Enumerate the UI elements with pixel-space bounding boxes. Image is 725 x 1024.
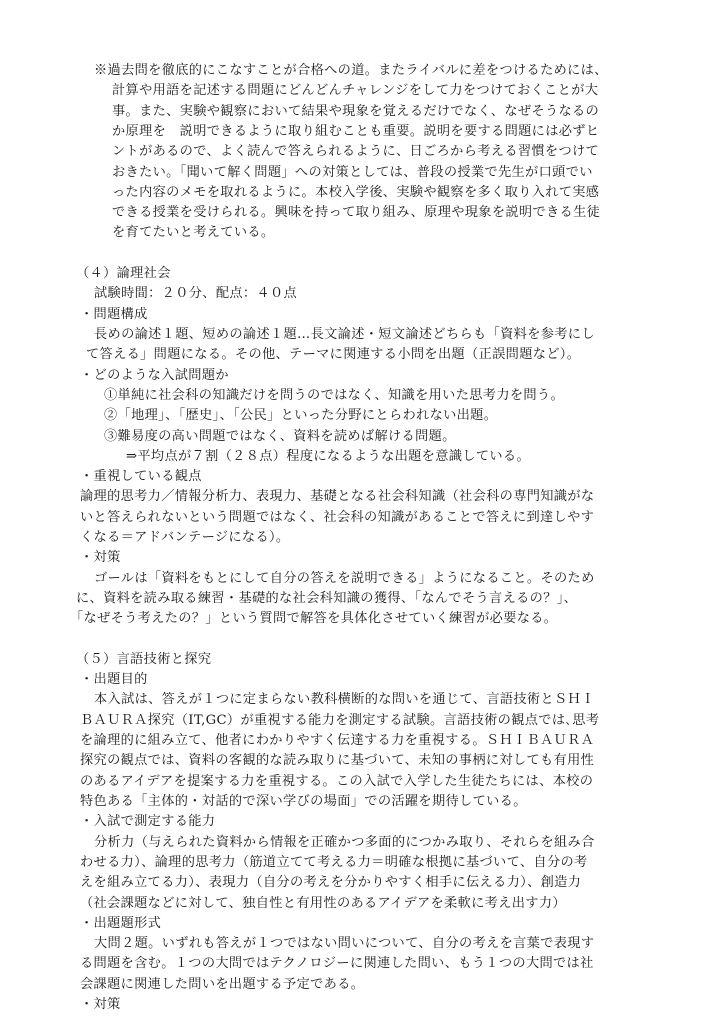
body-line: に、資料を読み取る練習・基礎的な社会科知識の獲得、「なんでそう言えるの？」、 bbox=[76, 590, 578, 606]
note-line: ントがあるので、よく読んで答えられるように、日ごろから考える習慣をつけて bbox=[112, 144, 600, 160]
subsection-label: ・出題題形式 bbox=[80, 915, 162, 931]
body-line: ゴールは「資料をもとにして自分の答えを説明できる」ようになること。そのため bbox=[94, 570, 595, 586]
body-line: （社会課題などに対して、独自性と有用性のあるアイデアを柔軟に考え出す力） bbox=[80, 895, 566, 911]
body-line: 「なぜそう考えたの？」という質問で解答を具体化させていく練習が必要なる。 bbox=[70, 611, 558, 627]
subsection-label: ・問題構成 bbox=[80, 306, 148, 322]
note-line: おきたい。「聞いて解く問題」への対策としては、普段の授業で先生が口頭でい bbox=[112, 164, 593, 180]
note-line: か原理を 説明できるように取り組むことも重要。説明を要する問題には必ずヒ bbox=[112, 123, 600, 139]
body-line: 会課題に関連した問いを出題する予定である。 bbox=[80, 976, 365, 992]
body-line: 長めの論述１題、短めの論述１題…長文論述・短文論述どちらも「資料を参考にし bbox=[94, 327, 595, 342]
list-item: ①単純に社会科の知識だけを問うのではなく、知識を用いた思考力を問う。 bbox=[104, 387, 565, 403]
note-line: できる授業を受けられる。興味を持って取り組み、原理や現象を説明できる生徒 bbox=[112, 205, 601, 221]
body-line: 探究の観点では、資料の客観的な読み取りに基づいて、未知の事柄に対しても有用性 bbox=[80, 753, 595, 769]
subsection-label: ・重視している観点 bbox=[80, 469, 202, 485]
note-line: 計算や用語を記述する問題にどんどんチャレンジをして力をつけておくことが大 bbox=[112, 83, 599, 99]
subsection-label: ・出題目的 bbox=[80, 672, 148, 688]
note-line: を育てたいと考えている。 bbox=[112, 225, 275, 241]
body-line: る問題を含む。１つの大問ではテクノロジーに関連した問い、もう１つの大問では社 bbox=[80, 956, 594, 972]
note-line: 事。また、実験や観察において結果や現象を覚えるだけでなく、なぜそうなるの bbox=[112, 103, 600, 119]
exam-info: 試験時間：２０分、配点：４０点 bbox=[94, 286, 298, 302]
subsection-label: ・対策 bbox=[80, 550, 121, 566]
subsection-label: ・対策 bbox=[80, 997, 121, 1012]
section-heading: （５）言語技術と探究 bbox=[76, 651, 212, 667]
body-line: わせる力）、論理的思考力（筋道立てて考える力＝明確な根拠に基づいて、自分の考 bbox=[80, 854, 588, 870]
subsection-label: ・どのような入試問題か bbox=[80, 367, 229, 383]
body-line: えを組み立てる力）、表現力（自分の考えを分かりやすく相手に伝える力）、創造力 bbox=[80, 875, 582, 891]
body-line: て答える」問題になる。その他、テーマに関連する小問を出題（正誤問題など）。 bbox=[86, 347, 581, 363]
body-line: 本入試は、答えが１つに定まらない教科横断的な問いを通じて、言語技術とＳＨＩ bbox=[94, 692, 595, 708]
subsection-label: ・入試で測定する能力 bbox=[80, 814, 216, 830]
body-line: 分析力（与えられた資料から情報を正確かつ多面的につかみ取り、それらを組み合 bbox=[94, 834, 595, 850]
list-item: ③難易度の高い問題ではなく、資料を読めば解ける問題。 bbox=[104, 428, 456, 444]
body-line: いと答えられないという問題ではなく、社会科の知識があることで答えに到達しやす bbox=[80, 509, 595, 525]
body-line: を論理的に組み立て、他者にわかりやすく伝達する力を重視する。ＳＨＩＢＡＵＲＡ bbox=[80, 733, 595, 748]
body-line: ＢＡＵＲＡ探究（IT,GC）が重視する能力を測定する試験。言語技術の観点では､思考 bbox=[80, 712, 600, 728]
body-line: 論理的思考力／情報分析力、表現力、基礎となる社会科知識（社会科の専門知識がな bbox=[80, 489, 595, 505]
list-item: ②「地理」、「歴史」、「公民」といった分野にとらわれない出題。 bbox=[104, 408, 498, 424]
note-line: った内容のメモを取れるように。本校入学後、実験や観察を多く取り入れて実感 bbox=[112, 184, 600, 200]
body-line: くなる＝アドバンテージになる）。 bbox=[80, 530, 290, 545]
body-line: 特色ある「主体的・対話的で深い学びの場面」での活躍を期待している。 bbox=[80, 794, 527, 809]
body-line: のあるアイデアを提案する力を重視する。この入試で入学した生徒たちには、本校の bbox=[80, 773, 594, 789]
note-line: ※過去問を徹底的にこなすことが合格への道。またライバルに差をつけるためには、 bbox=[94, 63, 608, 78]
section-heading: （４）論理社会 bbox=[76, 266, 171, 281]
body-line: 大問２題。いずれも答えが１つではない問いについて、自分の考えを言葉で表現す bbox=[94, 936, 595, 952]
list-sub-item: ⇒平均点が７割（２８点）程度になるような出題を意識している。 bbox=[126, 448, 530, 464]
